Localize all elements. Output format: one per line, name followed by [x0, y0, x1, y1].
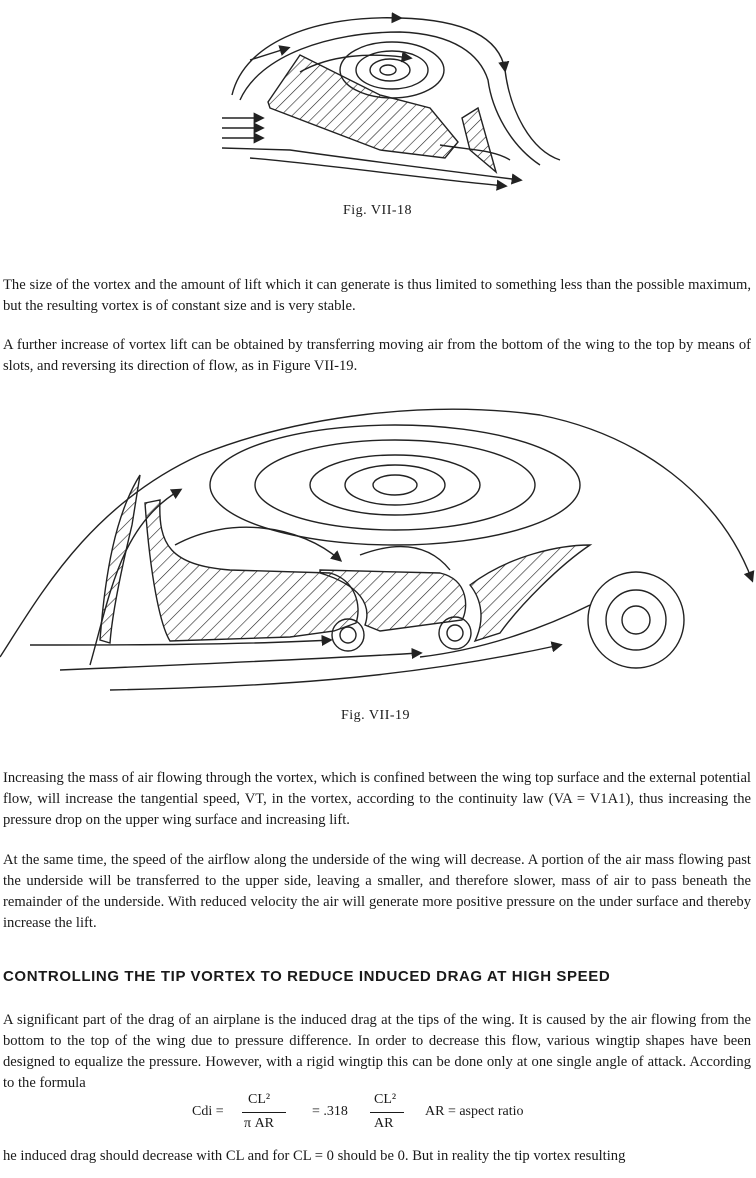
fraction-line-2 — [370, 1112, 404, 1113]
formula-numerator-2: CL² — [374, 1092, 397, 1107]
formula-denominator-2: AR — [374, 1116, 394, 1131]
fraction-line-1 — [242, 1112, 286, 1113]
section-heading: CONTROLLING THE TIP VORTEX TO REDUCE INDUCED DRAG AT HIGH SPEED — [3, 968, 611, 985]
figure-vii-18 — [0, 0, 756, 200]
formula-note: AR = aspect ratio — [425, 1104, 524, 1119]
figure-vii-18-caption: Fig. VII-18 — [343, 203, 413, 218]
paragraph-induced-drag: A significant part of the drag of an airplane is the induced drag at the tips of the wing. It is caused by the air flowing from the bottom to the top of the wing due to pressure difference. In order to decrease this flow, various wingtip shapes have been designed to equalize the pressure. However, with a rigid wingtip this can be done only at one single angle of attack. According to the formula — [3, 1012, 751, 1091]
paragraph-vortex-mass: Increasing the mass of air flowing through the vortex, which is confined between the wing top surface and the external potential flow, will increase the tangential speed, VT, in the vortex, according to the continuity law (VA = V1A1), thus increasing the pressure drop on the upper wing surface and increasing lift. — [3, 770, 751, 828]
formula-denominator-1: π AR — [244, 1116, 275, 1131]
paragraph-underside-speed: At the same time, the speed of the airflow along the underside of the wing will decrease. A portion of the air mass flowing past the underside will be transferred to the upper side, leaving a smaller, and therefore slower, mass of air to pass beneath the remainder of the underside. With reduced velocity the air will generate more positive pressure on the under surface and thereby increase the lift. — [3, 852, 751, 931]
formula-mid: = .318 — [312, 1104, 348, 1119]
formula-numerator-1: CL² — [248, 1092, 271, 1107]
figure-vii-19 — [0, 395, 756, 705]
paragraph-last-line: he induced drag should decrease with CL and for CL = 0 should be 0. But in reality the tip vortex resulting — [3, 1148, 626, 1164]
figure-vii-19-caption: Fig. VII-19 — [341, 708, 411, 723]
paragraph-vortex-lift: A further increase of vortex lift can be obtained by transferring moving air from the bottom of the wing to the top by means of slots, and reversing its direction of flow, as in Figure VII-19. — [3, 337, 751, 374]
induced-drag-formula — [0, 1092, 756, 1138]
paragraph-vortex-size: The size of the vortex and the amount of lift which it can generate is thus limited to something less than the possible maximum, but the resulting vortex is of constant size and is very stable. — [3, 277, 751, 314]
formula-lhs: Cdi = — [192, 1104, 224, 1119]
